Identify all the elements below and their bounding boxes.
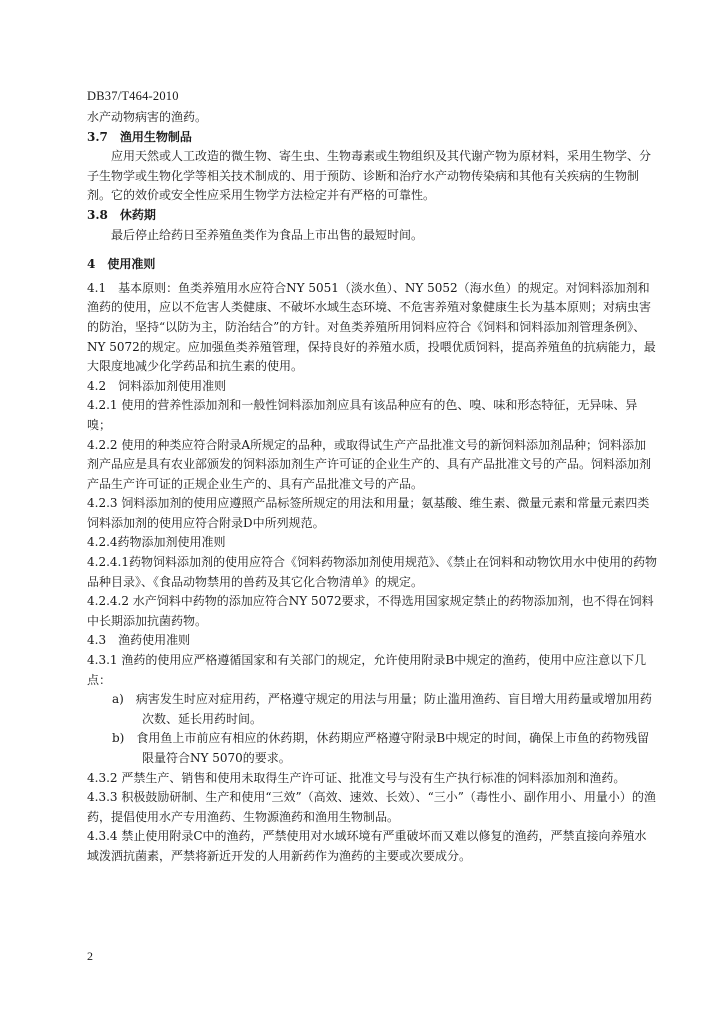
paragraph-4-1: 4.1 基本原则：鱼类养殖用水应符合NY 5051（淡水鱼）、NY 5052（海水鱼）的规定。对饲料添加剂和渔药的使用，应以不危害人类健康、不破坏水域生态环境、不危害养殖对象健康生长为基本原则；对病虫害的防治，坚持“以防为主，防治结合”的方针。对鱼类养殖所用饲料应符合《饲料和饲料添加剂管理条例》、NY 5072的规定。应加强鱼类养殖管理，保持良好的养殖水质，投喂优质饲料，提高养殖鱼的抗病能力，最大限度地减少化学药品和抗生素的使用。 [87,280,656,374]
heading-3-7: 3.7 渔用生物制品 [87,129,192,144]
heading-4-2: 4.2 饲料添加剂使用准则 [87,378,227,393]
heading-4-3: 4.3 渔药使用准则 [87,633,191,648]
page-number: 2 [87,949,93,963]
list-item-a: a) 病害发生时应对症用药，严格遵守规定的用法与用量；防止滥用渔药、盲目增大用药量或增加用药次数、延长用药时间。 [112,692,652,726]
paragraph-3-7: 应用天然或人工改造的微生物、寄生虫、生物毒素或生物组织及其代谢产物为原材料，采用生物学、分子生物学或生物化学等相关技术制成的、用于预防、诊断和治疗水产动物传染病和其他有关疾病的生物制剂。它的效价或安全性应采用生物学方法检定并有严格的可靠性。 [87,149,652,203]
paragraph-4-2-4: 4.2.4药物添加剂使用准则 [87,535,226,550]
paragraph-4-3-3: 4.3.3 积极鼓励研制、生产和使用“三效”（高效、速效、长效）、“三小”（毒性小、副作用小、用量小）的渔药，提倡使用水产专用渔药、生物源渔药和渔用生物制品。 [87,790,656,824]
paragraph-4-2-4-2: 4.2.4.2 水产饲料中药物的添加应符合NY 5072要求，不得选用国家规定禁止的药物添加剂，也不得在饲料中长期添加抗菌药物。 [87,594,654,628]
paragraph-4-3-2: 4.3.2 严禁生产、销售和使用未取得生产许可证、批准文号与没有生产执行标准的饲料添加剂和渔药。 [87,770,626,785]
paragraph-4-3-4: 4.3.4 禁止使用附录C中的渔药，严禁使用对水域环境有严重破坏而又难以修复的渔药，严禁直接向养殖水域泼洒抗菌素，严禁将新近开发的人用新药作为渔药的主要或次要成分。 [87,829,647,863]
paragraph-4-3-1: 4.3.1 渔药的使用应严格遵循国家和有关部门的规定，允许使用附录B中规定的渔药，使用中应注意以下几点： [87,653,647,687]
paragraph-continued: 水产动物病害的渔药。 [87,110,208,124]
document-body [87,108,657,867]
paragraph-4-2-2: 4.2.2 使用的种类应符合附录A所规定的品种，或取得试生产产品批准文号的新饲料添加剂品种；饲料添加剂产品应是具有农业部颁发的饲料添加剂生产许可证的企业生产的、具有产品批准文号的产品。饲料添加剂产品生产许可证的正规企业生产的、具有产品批准文号的产品。 [87,437,652,491]
heading-4: 4 使用准则 [87,257,156,272]
paragraph-3-8: 最后停止给药日至养殖鱼类作为食品上市出售的最短时间。 [111,227,424,242]
paragraph-4-2-3: 4.2.3 饲料添加剂的使用应遵照产品标签所规定的用法和用量；氨基酸、维生素、微量元素和常量元素四类饲料添加剂的使用应符合附录D中所列规范。 [87,496,650,530]
paragraph-4-2-4-1: 4.2.4.1药物饲料添加剂的使用应符合《饲料药物添加剂使用规范》、《禁止在饲料和动物饮用水中使用的药物品种目录》、《食品动物禁用的兽药及其它化合物清单》的规定。 [87,555,657,589]
document-code: DB37/T464-2010 [87,89,179,103]
paragraph-4-2-1: 4.2.1 使用的营养性添加剂和一般性饲料添加剂应具有该品种应有的色、嗅、味和形态特征，无异味、异嗅； [87,398,638,432]
heading-3-8: 3.8 休药期 [87,207,156,222]
list-item-b: b) 食用鱼上市前应有相应的休药期，休药期应严格遵守附录B中规定的时间，确保上市鱼的药物残留限量符合NY 5070的要求。 [112,731,650,765]
